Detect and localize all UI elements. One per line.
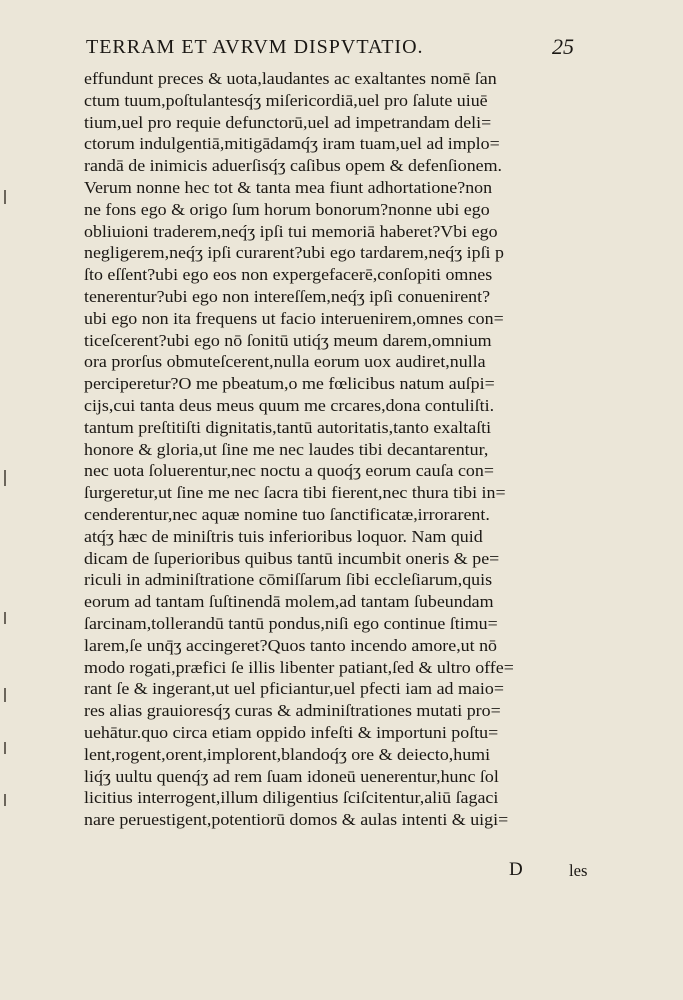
text-line: ſurgeretur,ut ſine me nec ſacra tibi fierent,nec thura tibi in= [84,483,506,503]
text-line: eorum ad tantam ſuſtinendā molem,ad tantam ſubeundam [84,592,494,612]
signature-mark: D [509,859,523,880]
text-line: tantum preſtitiſti dignitatis,tantū autoritatis,tanto exaltaſti [84,417,492,437]
text-line: lent,rogent,orent,implorent,blandoq́ʒ ore & deiecto,humi [84,744,491,764]
text-line: randā de inimicis aduerſisq́ʒ caſibus opem & defenſionem. [84,156,503,176]
text-line: tium,uel pro requie defunctorū,uel ad impetrandam deli= [84,112,492,132]
text-line: ticeſcerent?ubi ego nō ſonitū utiq́ʒ meum darem,omnium [84,330,492,350]
text-line: rant ſe & ingerant,ut uel pficiantur,uel pfecti iam ad maio= [84,679,504,699]
margin-mark [4,470,6,486]
margin-mark [4,794,6,806]
text-line: nec uota ſoluerentur,nec noctu a quoq́ʒ eorum cauſa con= [84,461,494,481]
text-line: obliuioni traderem,neq́ʒ ipſi tui memoriā haberet?Vbi ego [84,221,498,241]
text-line: cenderentur,nec aquæ nomine tuo ſanctificatæ,irrorarent. [84,504,490,524]
text-line: effundunt preces & uota,laudantes ac exaltantes nomē ſan [84,69,497,88]
margin-mark [4,612,6,624]
text-line: Verum nonne hec tot & tanta mea fiunt adhortatione?non [84,177,493,197]
margin-mark [4,190,6,204]
running-head: TERRAM ET AVRVM DISPVTATIO. [86,36,424,58]
margin-mark [4,742,6,754]
text-line: negligerem,neq́ʒ ipſi curarent?ubi ego tardarem,neq́ʒ ipſi p [84,243,504,263]
text-line: dicam de ſuperioribus quibus tantū incumbit oneris & pe= [84,548,500,568]
text-line: ne fons ego & origo ſum horum bonorum?nonne ubi ego [84,199,490,219]
text-line: cijs,cui tanta deus meus quum me crcares,dona contuliſti. [84,395,495,415]
text-line: res alias grauioresq́ʒ curas & adminiſtrationes mutati pro= [84,701,501,721]
text-line: liq́ʒ uultu quenq́ʒ ad rem ſuam idoneū uenerentur,hunc ſol [84,766,499,786]
text-line: ora prorſus obmuteſcerent,nulla eorum uox audiret,nulla [84,352,486,372]
text-line: tenerentur?ubi ego non intereſſem,neq́ʒ ipſi conuenirent? [84,286,491,306]
margin-mark [4,688,6,702]
text-line: ubi ego non ita frequens ut facio interuenirem,omnes con= [84,308,504,328]
page-footer [84,859,604,883]
text-line: atq́ʒ hæc de miniſtris tuis inferioribus loquor. Nam quid [84,526,483,546]
text-line: ctum tuum,poſtulantesq́ʒ miſericordiā,uel pro ſalute uiuē [84,90,488,110]
text-line: licitius interrogent,illum diligentius ſciſcitentur,aliū ſagaci [84,788,499,808]
text-line: modo rogati,præfici ſe illis libenter patiant,ſed & ultro offe= [84,657,514,677]
text-line: ſto eſſent?ubi ego eos non expergefacerē,conſopiti omnes [84,265,493,285]
text-line: ctorum indulgentiā,mitigādamq́ʒ iram tuam,uel ad implo= [84,134,500,154]
text-line: perciperetur?O me pbeatum,o me fœlicibus natum auſpi= [84,374,495,394]
text-line: riculi in adminiſtratione cōmiſſarum ſibi eccleſiarum,quis [84,570,493,590]
text-line: honore & gloria,ut ſine me nec laudes tibi decantarentur, [84,439,489,459]
text-line: ſarcinam,tollerandū tantū pondus,niſi ego continue ſtimu= [84,613,498,633]
text-line: larem,ſe unq̄ʒ accingeret?Quos tanto incendo amore,ut nō [84,635,498,655]
text-line: nare peruestigent,potentiorū domos & aulas intenti & uigi= [84,810,509,830]
text-line: uehātur.quo circa etiam oppido infeſti & importuni poſtu= [84,722,499,742]
catchword: les [569,861,588,880]
body-text [84,68,604,831]
folio-number: 25 [552,34,574,59]
